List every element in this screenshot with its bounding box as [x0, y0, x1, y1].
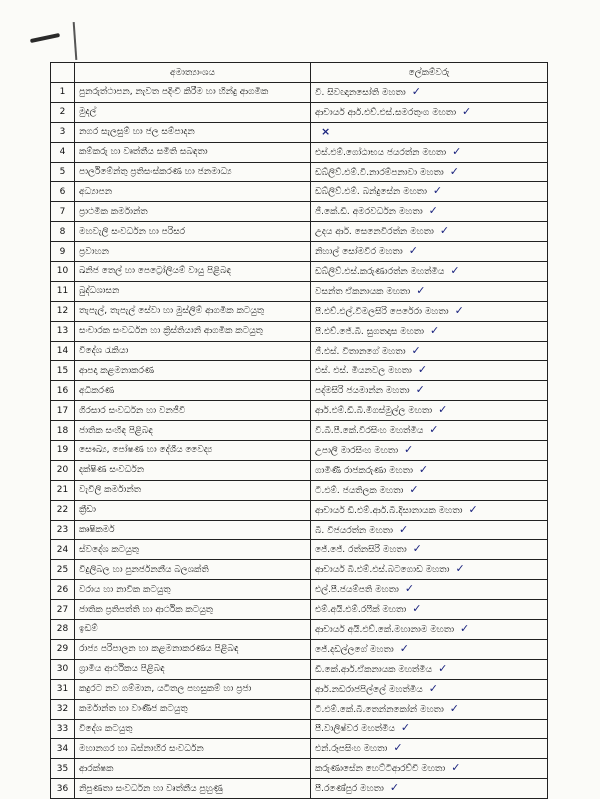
check-mark-icon: ✓ — [418, 462, 429, 476]
ministry-name: අධිකරණ — [75, 381, 311, 401]
ministry-name: කදුරට නව ගම්මාන, යටිතල පහසුකම් හා ප්‍රජා — [75, 679, 311, 699]
table-row — [51, 600, 548, 620]
secretary-cell — [311, 719, 548, 739]
row-number: 21 — [51, 480, 75, 500]
secretary-name: ආර්.එම්.ඩී.බී.මීගස්මුල්ල මහතා — [315, 406, 433, 417]
secretary-cell — [311, 639, 548, 659]
secretary-cell — [311, 560, 548, 580]
check-mark-icon: ✓ — [398, 522, 409, 536]
secretary-cell — [311, 341, 548, 361]
row-number: 20 — [51, 460, 75, 480]
secretary-name: ආචාර්ය ආර්.එච්.එස්.සමරතුංග මහතා — [315, 107, 457, 118]
table-row — [51, 659, 548, 679]
ministry-name: ක්‍රීඩා — [75, 500, 311, 520]
secretary-cell — [311, 381, 548, 401]
row-number: 25 — [51, 560, 75, 580]
secretary-name: ඩබ්ලිව්.එම්. බන්දුසේන මහතා — [315, 187, 427, 198]
ministry-name: ඉඩම් — [75, 620, 311, 640]
ministry-name: ප්‍රවාහන — [75, 242, 311, 262]
table-row — [51, 719, 548, 739]
secretary-cell — [311, 620, 548, 640]
secretary-cell — [311, 361, 548, 381]
table-row — [51, 759, 548, 779]
row-number: 8 — [51, 222, 75, 242]
row-number: 16 — [51, 381, 75, 401]
check-mark-icon: ✓ — [451, 761, 461, 775]
ministry-name: කම්කරු හා වෘත්තීය සමිති සබඳතා — [75, 142, 311, 162]
table-row — [51, 321, 548, 341]
secretary-cell — [311, 301, 548, 321]
secretary-name: ඩබ්ලිව්.එස්.කරුණාරත්න මහත්මිය — [315, 266, 445, 277]
table-row — [51, 262, 548, 282]
ministry-name: ඛනිජ තෙල් හා පෙට්‍රෝලියම් වායු පිළිබඳ — [75, 262, 311, 282]
row-number: 7 — [51, 202, 75, 222]
table-row — [51, 202, 548, 222]
check-mark-icon: ✓ — [412, 602, 422, 616]
secretary-name: උදය ආර්. සෙනෙවිරත්න මහතා — [315, 227, 434, 238]
table-row — [51, 540, 548, 560]
secretary-cell — [311, 83, 548, 103]
table-row — [51, 520, 548, 540]
table-row — [51, 421, 548, 441]
table-row — [51, 639, 548, 659]
ministry-name: කෘෂිකර්ම — [75, 520, 311, 540]
secretary-cell — [311, 699, 548, 719]
secretary-cell — [311, 739, 548, 759]
secretary-name: ආචාර්ය ඩී.එම්.ආර්.බී.දිසානායක මහතා — [315, 505, 463, 516]
row-number: 3 — [51, 122, 75, 142]
row-number: 32 — [51, 699, 75, 719]
secretary-name: වසන්ත ඒකනායක මහතා — [315, 286, 411, 297]
check-mark-icon: ✓ — [450, 263, 460, 277]
check-mark-icon: ✓ — [438, 661, 448, 675]
table-row — [51, 679, 548, 699]
pen-mark — [30, 33, 60, 43]
check-mark-icon: ✓ — [454, 303, 464, 317]
header-number — [51, 63, 75, 83]
secretary-cell — [311, 321, 548, 341]
ministry-name: විදේශ රැකියා — [75, 341, 311, 361]
check-mark-icon: ✓ — [449, 701, 460, 715]
secretary-name: ජී.කේ.ඩී. අමරවර්ධන මහතා — [315, 207, 423, 218]
secretary-cell — [311, 520, 548, 540]
check-mark-icon: ✓ — [462, 104, 472, 118]
table-row — [51, 83, 548, 103]
check-mark-icon: ✓ — [416, 283, 426, 297]
ministry-name: ප්‍රාථමික කර්මාන්ත — [75, 202, 311, 222]
header-secretary: ලේකම්වරු — [311, 63, 548, 83]
table-row — [51, 142, 548, 162]
secretary-cell — [311, 480, 548, 500]
ministry-name: සංචාරක සංවර්ධන හා ක්‍රිස්තියානි ආගමික කටයුතු — [75, 321, 311, 341]
check-mark-icon: ✓ — [409, 482, 419, 496]
row-number: 24 — [51, 540, 75, 560]
secretary-name: ඩබ්ලිව්.එම්.වී.නාරම්පනාවා මහතා — [315, 167, 444, 178]
row-number: 15 — [51, 361, 75, 381]
ministry-name: කර්මාන්ත හා වාණිජ කටයුතු — [75, 699, 311, 719]
check-mark-icon: ✓ — [429, 423, 439, 437]
secretary-cell — [311, 162, 548, 182]
secretary-cell — [311, 122, 548, 142]
secretary-name: නිහාල් සෝමවීර මහතා — [315, 247, 403, 258]
secretary-name: පී.රණේපුර මහතා — [315, 784, 384, 795]
secretary-cell — [311, 281, 548, 301]
secretary-name: එම්.අයි.එම්.රෆීක් මහතා — [315, 605, 407, 616]
ministry-name: නිපුණතා සංවර්ධන හා වෘත්තීය පුහුණු — [75, 779, 311, 799]
row-number: 17 — [51, 401, 75, 421]
secretary-name: ආචාර්ය බී.එම්.එස්.බටගොඩ මහතා — [315, 565, 450, 576]
ministry-name: ගිරසාර සංවර්ධන හා වනජීවී — [75, 401, 311, 421]
secretary-name: ඩී.කේ.ආර්.ඒකනායක මහත්මිය — [315, 664, 433, 675]
table-row — [51, 361, 548, 381]
secretary-name: ආචාර්ය අයි.එච්.කේ.මහානාම මහතා — [315, 624, 455, 635]
check-mark-icon: ✓ — [468, 502, 478, 516]
row-number: 12 — [51, 301, 75, 321]
ministry-name: ජාතික ප්‍රතිපත්ති හා ආර්ථික කටයුතු — [75, 600, 311, 620]
table-row — [51, 580, 548, 600]
check-mark-icon: ✓ — [411, 84, 421, 98]
table-row — [51, 460, 548, 480]
secretary-name: ජී.එස්. විතානගේ මහතා — [315, 346, 406, 357]
header-ministry: අමාත්‍යාංශය — [75, 63, 311, 83]
pen-stroke — [73, 22, 78, 60]
secretary-cell — [311, 401, 548, 421]
secretary-cell — [311, 540, 548, 560]
secretary-name: එන්.රූපසිංහ මහතා — [315, 744, 388, 755]
table-row — [51, 281, 548, 301]
ministry-name: විදුලිබල හා පුනර්ජනනීය බලශක්ති — [75, 560, 311, 580]
table-row — [51, 620, 548, 640]
check-mark-icon: ✓ — [404, 582, 415, 596]
table-row — [51, 441, 548, 461]
secretary-cell — [311, 659, 548, 679]
secretary-cell — [311, 262, 548, 282]
secretary-cell — [311, 460, 548, 480]
table-row — [51, 401, 548, 421]
check-mark-icon: ✓ — [460, 621, 470, 635]
secretary-name: ගාමිණී රාජකරුණා මහතා — [315, 465, 413, 476]
ministry-name: ආපදා කළමනාකරණ — [75, 361, 311, 381]
row-number: 1 — [51, 83, 75, 103]
ministry-name: සෞඛ්‍ය, පෝෂණ හා දේශීය වෛද්‍ය — [75, 441, 311, 461]
check-mark-icon: ✓ — [429, 323, 440, 337]
row-number: 27 — [51, 600, 75, 620]
row-number: 18 — [51, 421, 75, 441]
row-number: 29 — [51, 639, 75, 659]
check-mark-icon: ✓ — [439, 224, 450, 238]
secretary-name: ආර්.නඩරාජපිල්ලේ මහත්මිය — [315, 684, 423, 695]
ministry-name: විදේශ කටයුතු — [75, 719, 311, 739]
table-row — [51, 301, 548, 321]
ministry-name: මහානගර හා බස්නාහිර සංවර්ධන — [75, 739, 311, 759]
secretary-cell — [311, 500, 548, 520]
secretary-name: එල්.පී.ජයම්පති මහතා — [315, 585, 399, 596]
secretary-cell — [311, 421, 548, 441]
secretary-cell — [311, 142, 548, 162]
secretary-cell — [311, 102, 548, 122]
secretary-cell — [311, 759, 548, 779]
secretary-cell — [311, 679, 548, 699]
ministry-name: ග්‍රාමීය ආර්ථිකය පිළිබඳ — [75, 659, 311, 679]
ministry-name: පාර්ලිමේන්තු ප්‍රතිසංස්කරණ හා ජනමාධ්‍ය — [75, 162, 311, 182]
check-mark-icon: ✓ — [428, 681, 438, 695]
secretary-name: පී.එච්.එල්.විමලසිරි පෙරේරා මහතා — [315, 306, 449, 317]
row-number: 28 — [51, 620, 75, 640]
secretary-name: වී.බී.පී.කේ.වීරසිංහ මහත්මිය — [315, 426, 424, 437]
table-row — [51, 779, 548, 799]
check-mark-icon: ✓ — [438, 403, 448, 417]
table-row — [51, 222, 548, 242]
secretary-name: උපාලි මාරසිංහ මහතා — [315, 445, 399, 456]
row-number: 11 — [51, 281, 75, 301]
row-number: 33 — [51, 719, 75, 739]
row-number: 23 — [51, 520, 75, 540]
ministry-name: මහවැලි සංවර්ධන හා පරිසර — [75, 222, 311, 242]
secretary-name: පද්මසිරි ජයමාන්න මහතා — [315, 386, 410, 397]
ministry-name: වරාය හා නාවික කටයුතු — [75, 580, 311, 600]
check-mark-icon: ✓ — [415, 383, 425, 397]
table-row — [51, 102, 548, 122]
check-mark-icon: ✓ — [400, 721, 411, 735]
ministry-secretaries-table — [50, 62, 548, 799]
row-number: 31 — [51, 679, 75, 699]
table-row — [51, 699, 548, 719]
ministry-name: වැවිලි කර්මාන්ත — [75, 480, 311, 500]
check-mark-icon: ✓ — [393, 741, 403, 755]
secretary-cell — [311, 580, 548, 600]
ministry-name: ජාතික සංහිඳ පිළිබඳ — [75, 421, 311, 441]
secretary-name: බී. විජයරත්න මහතා — [315, 525, 393, 536]
check-mark-icon: ✓ — [389, 781, 400, 795]
check-mark-icon: ✓ — [408, 244, 418, 258]
check-mark-icon: ✓ — [452, 144, 462, 158]
row-number: 35 — [51, 759, 75, 779]
secretary-cell — [311, 779, 548, 799]
ministry-name: දක්ෂිණ සංවර්ධන — [75, 460, 311, 480]
ministry-name: ස්වදේශ කටයුතු — [75, 540, 311, 560]
secretary-cell — [311, 202, 548, 222]
table-header-row — [51, 63, 548, 83]
row-number: 26 — [51, 580, 75, 600]
table-row — [51, 500, 548, 520]
check-mark-icon: ✓ — [404, 442, 414, 456]
row-number: 9 — [51, 242, 75, 262]
check-mark-icon: ✓ — [432, 184, 443, 198]
ministry-name: තැපැල්, තැපැල් සේවා හා මුස්ලිම් ආගමික කටයුතු — [75, 301, 311, 321]
row-number: 34 — [51, 739, 75, 759]
secretary-name: ටී.එම්.කේ.බී.තෙන්නකෝන් මහතා — [315, 704, 444, 715]
table-row — [51, 182, 548, 202]
check-mark-icon: × — [321, 124, 331, 138]
secretary-cell — [311, 242, 548, 262]
row-number: 5 — [51, 162, 75, 182]
row-number: 4 — [51, 142, 75, 162]
check-mark-icon: ✓ — [417, 363, 428, 377]
table-row — [51, 122, 548, 142]
check-mark-icon: ✓ — [428, 204, 438, 218]
secretary-name: ටී.එම්. ජයතිලක මහතා — [315, 485, 404, 496]
table-row — [51, 242, 548, 262]
check-mark-icon: ✓ — [399, 641, 409, 655]
check-mark-icon: ✓ — [411, 343, 421, 357]
check-mark-icon: ✓ — [412, 542, 422, 556]
secretary-cell — [311, 441, 548, 461]
check-mark-icon: ✓ — [455, 562, 465, 576]
table-row — [51, 480, 548, 500]
secretary-name: පී.එච්.ජේ.බී. සුගතදාස මහතා — [315, 326, 424, 337]
ministry-name: අධ්‍යාපන — [75, 182, 311, 202]
table-row — [51, 739, 548, 759]
row-number: 2 — [51, 102, 75, 122]
secretary-cell — [311, 182, 548, 202]
row-number: 22 — [51, 500, 75, 520]
secretary-name: එස්. එස්. මියනවල මහතා — [315, 366, 412, 377]
secretary-name: කරුණාසේන හෙට්ටිආරච්චි මහතා — [315, 764, 446, 775]
ministry-name: නගර සැලසුම් හා ජල සම්පාදන — [75, 122, 311, 142]
secretary-name: එස්.එම්.ගෝඨාභය ජයරත්න මහතා — [315, 147, 447, 158]
ministry-name: රාජ්‍ය පරිපාලන හා කළමනාකරණය පිළිබඳ — [75, 639, 311, 659]
row-number: 36 — [51, 779, 75, 799]
secretary-name: වී. සිවඥානසෝති මහතා — [315, 87, 406, 98]
secretary-name: පී.වාලිෂ්වර මහත්මිය — [315, 724, 395, 735]
row-number: 10 — [51, 262, 75, 282]
table-row — [51, 560, 548, 580]
ministry-name: බුද්ධශාසන — [75, 281, 311, 301]
table-row — [51, 341, 548, 361]
row-number: 19 — [51, 441, 75, 461]
ministry-name: මුදල් — [75, 102, 311, 122]
secretary-name: ජේ.දඩල්ලගේ මහතා — [315, 644, 394, 655]
row-number: 14 — [51, 341, 75, 361]
secretary-cell — [311, 600, 548, 620]
ministry-name: ආරක්ෂක — [75, 759, 311, 779]
secretary-cell — [311, 222, 548, 242]
row-number: 30 — [51, 659, 75, 679]
ministry-name: පුනරුත්ථාපන, නැවත පදිංචි කිරීම හා හින්දු ආගමික — [75, 83, 311, 103]
secretary-name: ජේ.ජේ. රත්නසිරි මහතා — [315, 545, 407, 556]
table-row — [51, 381, 548, 401]
check-mark-icon: ✓ — [449, 164, 459, 178]
table-row — [51, 162, 548, 182]
row-number: 13 — [51, 321, 75, 341]
row-number: 6 — [51, 182, 75, 202]
